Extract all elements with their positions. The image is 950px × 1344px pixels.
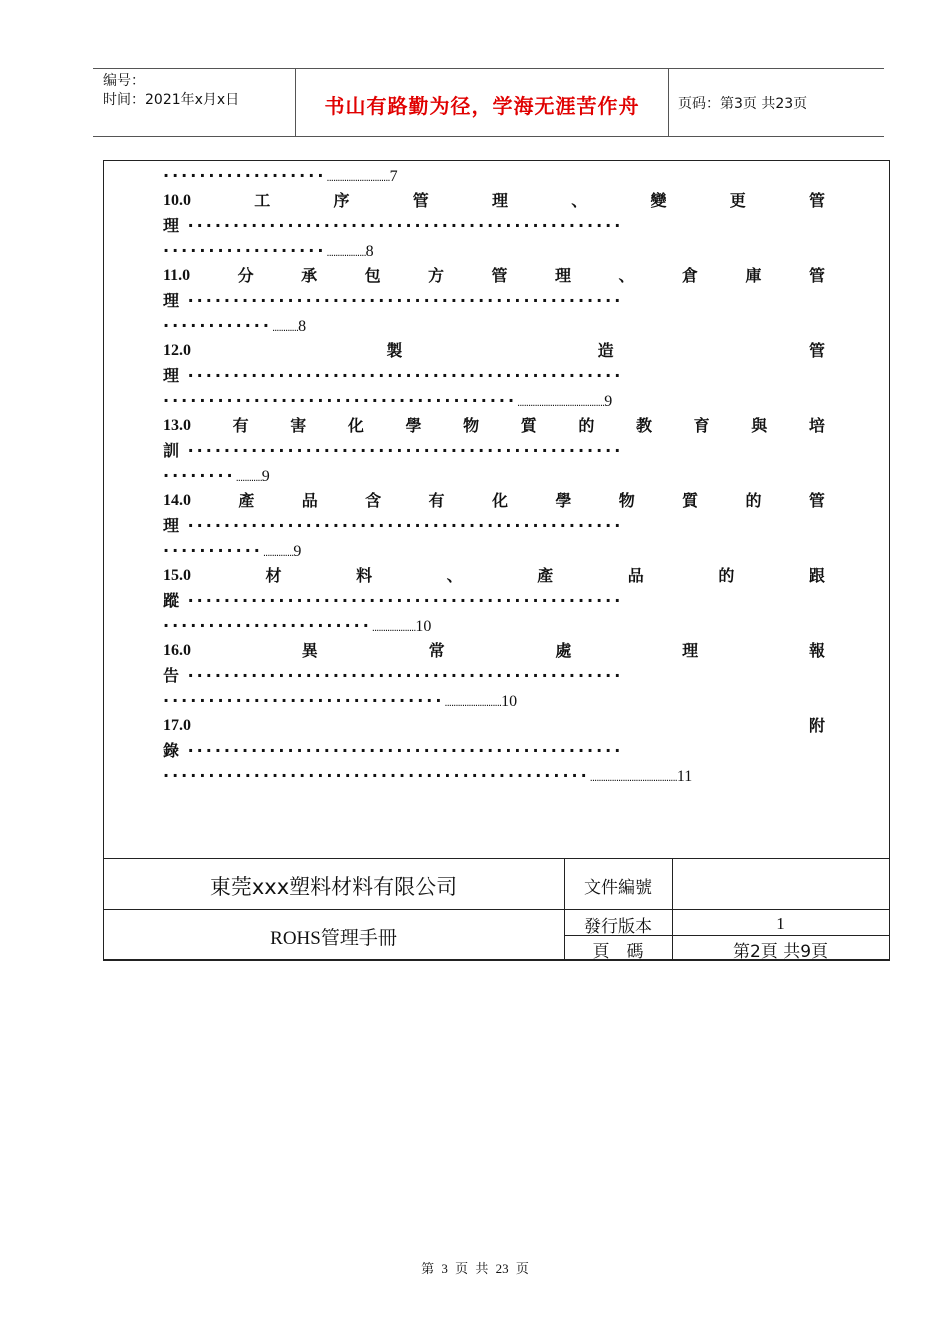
toc-title-char: 管 bbox=[808, 341, 825, 360]
leader-dots: ················································ bbox=[179, 666, 624, 685]
toc-title-char: 物 bbox=[618, 491, 635, 510]
page-footer: 第 3 页 共 23 页 bbox=[421, 1261, 529, 1276]
toc-title-char: 更 bbox=[729, 191, 746, 210]
leader-dots: ······································· bbox=[163, 391, 518, 410]
toc-page-number: 7 bbox=[389, 168, 398, 185]
toc-entry-number: 13.0 bbox=[163, 417, 191, 434]
toc-title-char: 的 bbox=[718, 566, 735, 585]
leader-dots: ················································ bbox=[179, 441, 624, 460]
toc-title-char: 育 bbox=[693, 416, 710, 435]
leader-fine-dots: .................. bbox=[326, 248, 366, 259]
toc-title-char: 報 bbox=[808, 641, 825, 660]
toc-entry-number: 16.0 bbox=[163, 642, 191, 659]
toc-wrap-char: 理 bbox=[163, 291, 180, 310]
toc-title-char: 異 bbox=[301, 641, 318, 660]
toc-title-char: 含 bbox=[365, 491, 382, 510]
toc-entry-title bbox=[163, 338, 825, 363]
toc-title-char: 化 bbox=[347, 416, 364, 435]
toc-title-char: 化 bbox=[491, 491, 508, 510]
toc-entry-continuation bbox=[163, 738, 825, 763]
toc-entry-number: 12.0 bbox=[163, 342, 191, 359]
toc-title-char: 管 bbox=[808, 491, 825, 510]
leader-dots: ················································ bbox=[179, 741, 624, 760]
toc-title-char: 製 bbox=[386, 341, 403, 360]
toc-entry-number: 15.0 bbox=[163, 567, 191, 584]
toc-leader-line bbox=[163, 313, 825, 338]
toc-entry-title bbox=[163, 413, 825, 438]
document-info-table bbox=[103, 858, 890, 961]
toc-leader-line bbox=[163, 163, 825, 188]
toc-entry-number: 10.0 bbox=[163, 192, 191, 209]
leader-dots: ················································ bbox=[179, 366, 624, 385]
toc-title-char: 產 bbox=[238, 491, 255, 510]
toc-title-char: 害 bbox=[290, 416, 307, 435]
toc-title-char: 承 bbox=[301, 266, 318, 285]
leader-fine-dots: .......................... bbox=[444, 698, 502, 709]
toc-title-char: 變 bbox=[650, 191, 667, 210]
toc-leader-line bbox=[163, 238, 825, 263]
leader-fine-dots: .............. bbox=[262, 548, 294, 559]
doc-number-label: 文件編號 bbox=[584, 878, 652, 898]
leader-dots: ·················· bbox=[163, 166, 327, 185]
toc-title-char: 的 bbox=[578, 416, 595, 435]
toc-title-char: 的 bbox=[745, 491, 762, 510]
toc-entry-continuation bbox=[163, 363, 825, 388]
toc-title-char: 有 bbox=[232, 416, 249, 435]
toc-title-char: 物 bbox=[463, 416, 480, 435]
code-label: 编号： bbox=[103, 73, 145, 89]
leader-dots: ······················· bbox=[163, 616, 372, 635]
toc-title-char: 有 bbox=[428, 491, 445, 510]
toc-page-number: 9 bbox=[261, 468, 270, 485]
toc-entry-title bbox=[163, 188, 825, 213]
toc-page-number: 9 bbox=[604, 393, 613, 410]
toc-page-number: 11 bbox=[676, 768, 693, 785]
toc-title-char: 、 bbox=[571, 191, 588, 210]
toc-page-number: 10 bbox=[501, 693, 518, 710]
toc-entry-continuation bbox=[163, 588, 825, 613]
toc-wrap-char: 理 bbox=[163, 216, 180, 235]
leader-dots: ············ bbox=[163, 316, 272, 335]
toc-title-char: 包 bbox=[364, 266, 381, 285]
leader-fine-dots: ........................................ bbox=[589, 773, 677, 784]
leader-dots: ················································ bbox=[179, 291, 624, 310]
toc-leader-line bbox=[163, 463, 825, 488]
toc-wrap-char: 蹤 bbox=[163, 591, 180, 610]
toc-title-char: 理 bbox=[682, 641, 699, 660]
version-label: 發行版本 bbox=[584, 917, 652, 937]
toc-title-char: 庫 bbox=[745, 266, 762, 285]
leader-dots: ······························· bbox=[163, 691, 445, 710]
page-count-value: 第2頁 共9頁 bbox=[732, 942, 829, 962]
leader-dots: ·················· bbox=[163, 241, 327, 260]
page-label: 页码：第3页 共23页 bbox=[678, 96, 808, 112]
toc-title-char: 分 bbox=[237, 266, 254, 285]
page-count-label: 頁 碼 bbox=[592, 942, 644, 962]
toc-title-char: 與 bbox=[751, 416, 768, 435]
toc-entry-continuation bbox=[163, 513, 825, 538]
leader-dots: ················································ bbox=[179, 216, 624, 235]
toc-title-char: 序 bbox=[333, 191, 350, 210]
toc-title-char: 、 bbox=[618, 266, 635, 285]
toc-title-char: 材 bbox=[265, 566, 282, 585]
toc-title-char: 造 bbox=[597, 341, 614, 360]
leader-fine-dots: ........................................ bbox=[517, 398, 605, 409]
toc-entry-continuation bbox=[163, 288, 825, 313]
header-motto: 书山有路勤为径，学海无涯苦作舟 bbox=[324, 94, 640, 118]
toc-title-char: 培 bbox=[808, 416, 825, 435]
toc-title-char: 管 bbox=[808, 191, 825, 210]
header-bottom-rule bbox=[93, 136, 884, 137]
toc-wrap-char: 錄 bbox=[163, 741, 180, 760]
toc-entry-continuation bbox=[163, 663, 825, 688]
toc-entry-title bbox=[163, 638, 825, 663]
toc-leader-line bbox=[163, 613, 825, 638]
leader-fine-dots: ............ bbox=[235, 473, 262, 484]
toc-title-char: 、 bbox=[446, 566, 463, 585]
toc-page-number: 9 bbox=[293, 543, 302, 560]
toc-entry-number: 14.0 bbox=[163, 492, 191, 509]
toc-page-number: 10 bbox=[415, 618, 432, 635]
toc-title-char: 工 bbox=[254, 191, 271, 210]
toc-title-char: 品 bbox=[627, 566, 644, 585]
toc-title-char: 學 bbox=[555, 491, 572, 510]
toc-title-char: 理 bbox=[555, 266, 572, 285]
toc-entry-title bbox=[163, 488, 825, 513]
toc-title-char: 管 bbox=[491, 266, 508, 285]
leader-dots: ········ bbox=[163, 466, 236, 485]
header-top-rule bbox=[93, 68, 884, 69]
toc-title-char: 倉 bbox=[681, 266, 698, 285]
leader-dots: ··············································· bbox=[163, 766, 590, 785]
toc-title-char: 產 bbox=[537, 566, 554, 585]
toc-entry-title bbox=[163, 713, 825, 738]
leader-fine-dots: .................... bbox=[371, 623, 416, 634]
toc-entry-title bbox=[163, 563, 825, 588]
toc-leader-line bbox=[163, 688, 825, 713]
company-name: 東莞xxx塑料材料有限公司 bbox=[209, 875, 458, 899]
manual-title: ROHS管理手冊 bbox=[270, 928, 397, 949]
toc-page-number: 8 bbox=[365, 243, 374, 260]
toc-title-char: 跟 bbox=[808, 566, 825, 585]
toc-wrap-char: 告 bbox=[163, 666, 180, 685]
toc-leader-line bbox=[163, 538, 825, 563]
leader-dots: ················································ bbox=[179, 591, 624, 610]
toc-title-char: 處 bbox=[555, 641, 572, 660]
toc-title-char: 品 bbox=[301, 491, 318, 510]
toc-title-char: 質 bbox=[682, 491, 699, 510]
leader-fine-dots: ............ bbox=[271, 323, 299, 334]
toc-wrap-char: 理 bbox=[163, 366, 180, 385]
toc-title-char: 方 bbox=[428, 266, 445, 285]
header-divider bbox=[668, 68, 669, 136]
toc-wrap-char: 理 bbox=[163, 516, 180, 535]
leader-fine-dots: ............................. bbox=[326, 173, 390, 184]
toc-title-char: 管 bbox=[808, 266, 825, 285]
toc-page-number: 8 bbox=[298, 318, 307, 335]
toc-entry-title bbox=[163, 263, 825, 288]
toc-entry-number: 11.0 bbox=[163, 267, 191, 284]
toc-title-char: 附 bbox=[808, 716, 825, 735]
toc-title-char: 教 bbox=[635, 416, 652, 435]
time-label: 时间：2021年x月x日 bbox=[103, 92, 240, 108]
leader-dots: ················································ bbox=[179, 516, 624, 535]
toc-title-char: 理 bbox=[491, 191, 508, 210]
version-value: 1 bbox=[776, 914, 785, 933]
toc-title-char: 學 bbox=[405, 416, 422, 435]
toc-leader-line bbox=[163, 388, 825, 413]
toc-title-char: 常 bbox=[428, 641, 445, 660]
toc-entry-continuation bbox=[163, 438, 825, 463]
toc-entry-continuation bbox=[163, 213, 825, 238]
toc-title-char: 料 bbox=[356, 566, 373, 585]
toc-title-char: 質 bbox=[520, 416, 537, 435]
toc-entry-number: 17.0 bbox=[163, 717, 191, 734]
toc-wrap-char: 訓 bbox=[163, 441, 180, 460]
toc-title-char: 管 bbox=[412, 191, 429, 210]
leader-dots: ··········· bbox=[163, 541, 263, 560]
toc-leader-line bbox=[163, 763, 825, 788]
